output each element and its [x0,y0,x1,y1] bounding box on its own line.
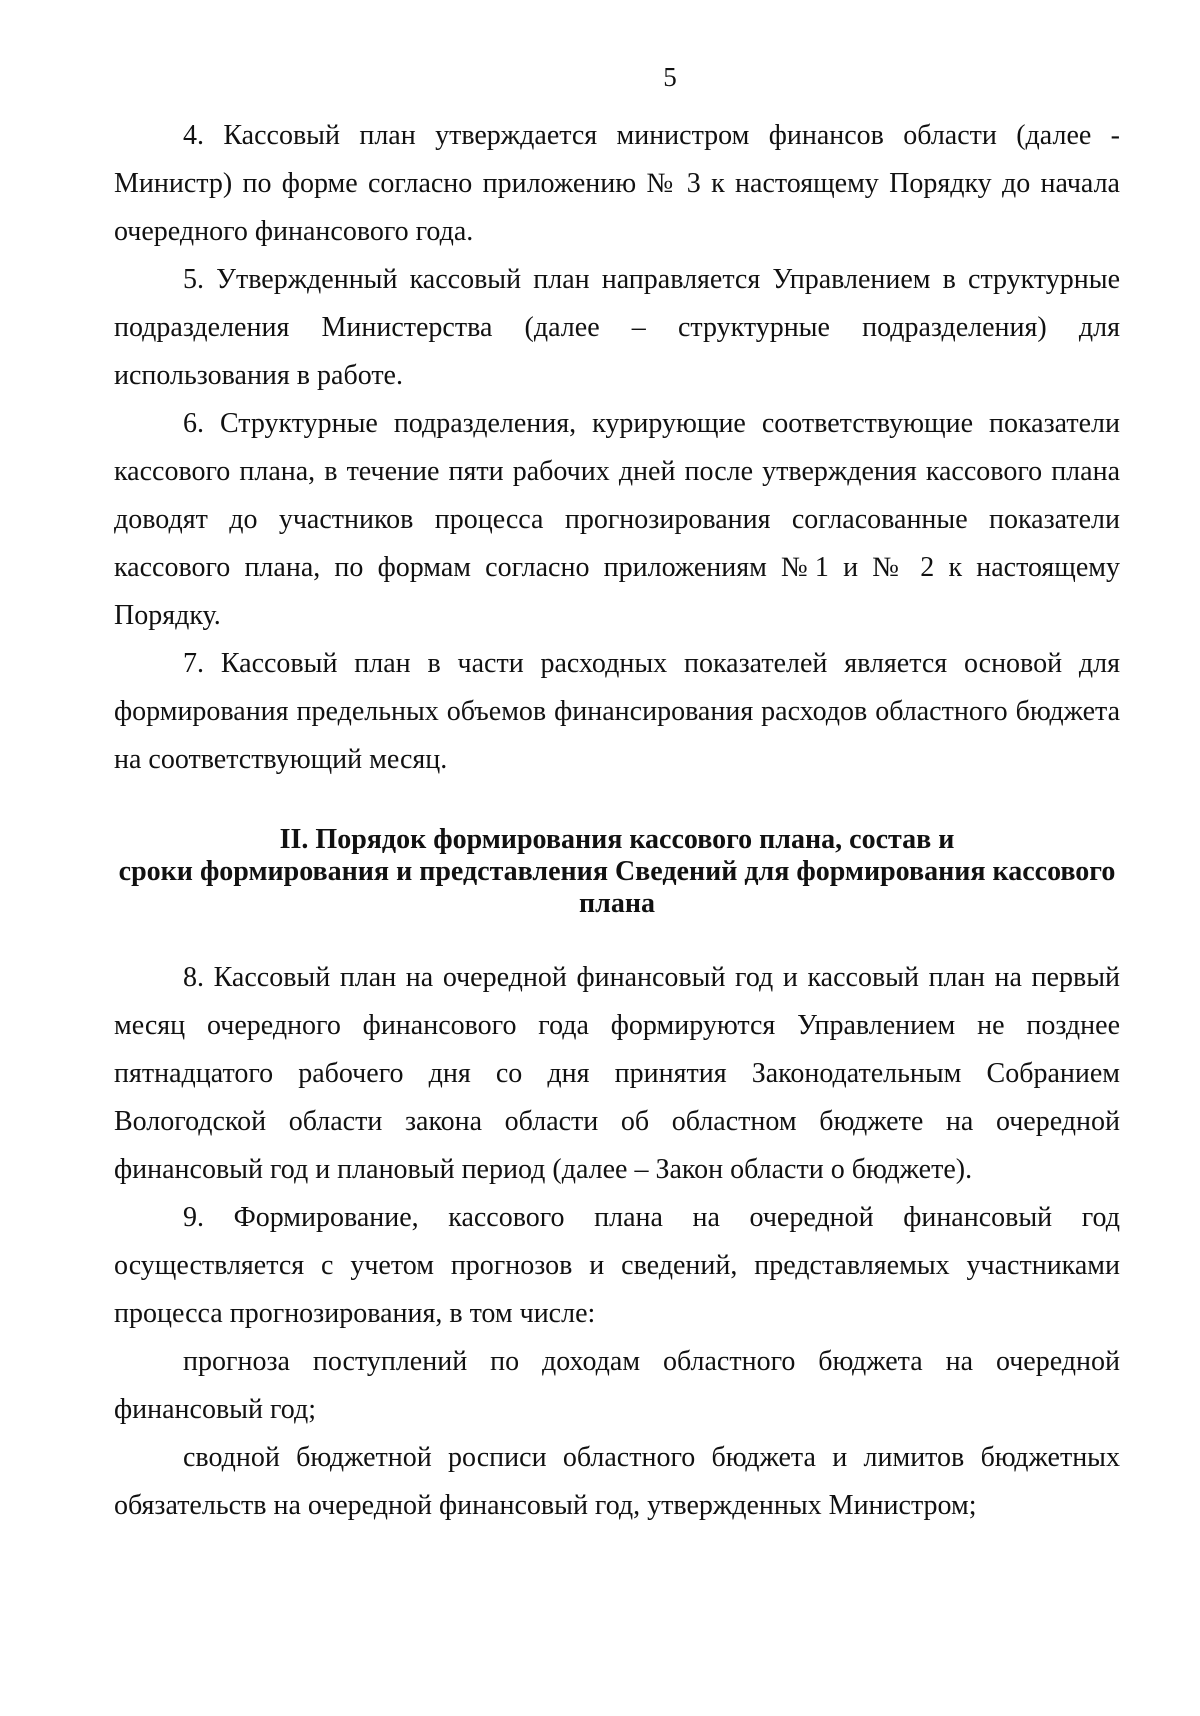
section-heading-line-3: плана [579,888,655,919]
list-item-budget-schedule: сводной бюджетной росписи областного бюджета и лимитов бюджетных обязательств на очередной финансовый год, утвержденных Министром; [114,1442,1120,1521]
section-heading-line-1: II. Порядок формирования кассового плана, состав и [279,824,955,855]
section-heading [114,824,1120,920]
paragraph-7: 7. Кассовый план в части расходных показателей является основой для формирования предельных объемов финансирования расходов областного бюджета на соответствующий месяц. [114,648,1120,775]
paragraph-4: 4. Кассовый план утверждается министром финансов области (далее - Министр) по форме согласно приложению № 3 к настоящему Порядку до начала очередного финансового года. [114,120,1120,247]
document-body [114,112,1120,1530]
paragraph-9: 9. Формирование, кассового плана на очередной финансовый год осуществляется с учетом прогнозов и сведений, представляемых участниками процесса прогнозирования, в том числе: [114,1202,1120,1329]
paragraph-8: 8. Кассовый план на очередной финансовый год и кассовый план на первый месяц очередного финансового года формируются Управлением не позднее пятнадцатого рабочего дня со дня принятия Законодательным Собранием Вологодской области закона области об областном бюджете на очередной финансовый год и плановый период (далее – Закон области о бюджете). [114,962,1120,1185]
paragraph-5: 5. Утвержденный кассовый план направляется Управлением в структурные подразделения Министерства (далее – структурные подразделения) для использования в работе. [114,264,1120,391]
section-heading-line-2: сроки формирования и представления Сведений для формирования кассового [118,856,1116,887]
page-number: 5 [663,62,677,92]
list-item-revenue-forecast: прогноза поступлений по доходам областного бюджета на очередной финансовый год; [114,1346,1120,1425]
paragraph-6: 6. Структурные подразделения, курирующие соответствующие показатели кассового плана, в течение пяти рабочих дней после утверждения кассового плана доводят до участников процесса прогнозирования согласованные показатели кассового плана, по формам согласно приложениям №1 и № 2 к настоящему Порядку. [114,408,1120,631]
